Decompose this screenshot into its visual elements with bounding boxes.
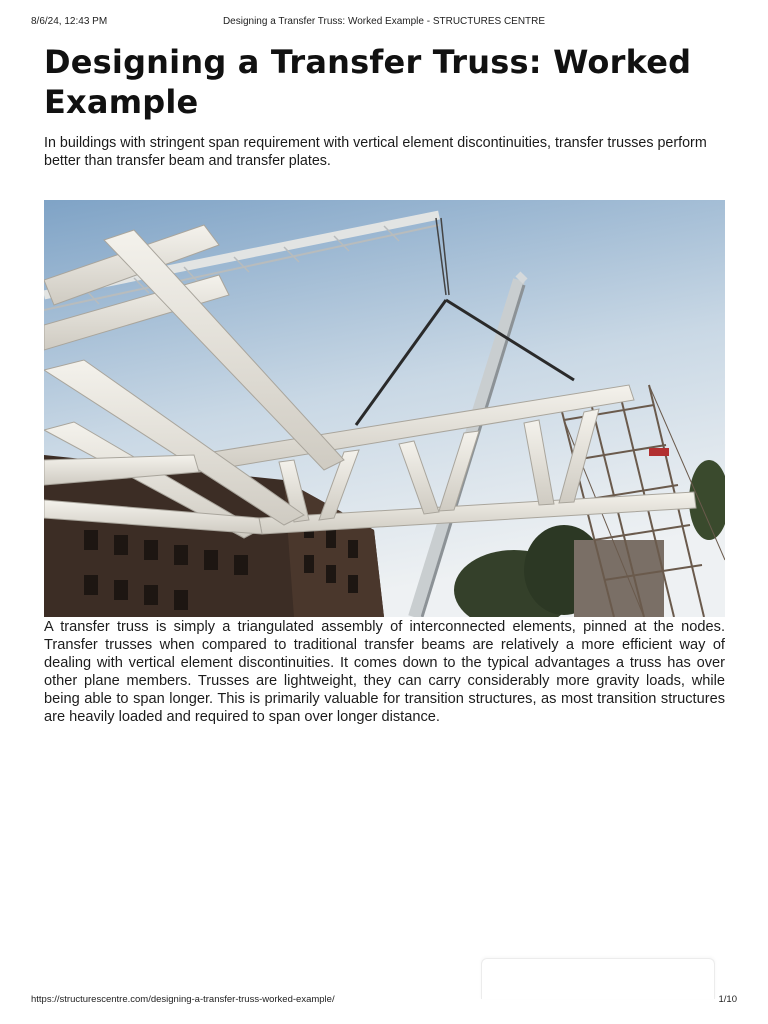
- article-body-paragraph: A transfer truss is simply a triangulated assembly of interconnected elements, pinned at the nodes. Transfer trusses when compared to traditional transfer beams are relatively a more efficient way of dealing with vertical element discontinuities. It comes down to the typical advantages a truss has over other plane members. Trusses are lightweight, they can carry considerably more gravity loads, while being able to span longer. This is primarily valuable for transition structures, as most transition structures are heavily loaded and required to span over longer distance.: [44, 619, 725, 725]
- transfer-truss-photo: [44, 200, 725, 617]
- print-datetime: 8/6/24, 12:43 PM: [31, 16, 108, 27]
- article-title: Designing a Transfer Truss: Worked Example: [44, 43, 692, 121]
- article-lead: In buildings with stringent span requirement with vertical element discontinuities, transfer trusses perform better than transfer beam and transfer plates.: [44, 135, 707, 169]
- embedded-widget-placeholder: [481, 958, 715, 999]
- print-page-number: 1/10: [718, 994, 737, 1005]
- truss-lift-illustration: [44, 200, 725, 617]
- print-page-url: https://structurescentre.com/designing-a-transfer-truss-worked-example/: [31, 994, 335, 1005]
- print-document-title: Designing a Transfer Truss: Worked Example - STRUCTURES CENTRE: [222, 16, 546, 27]
- red-marker: [649, 448, 669, 456]
